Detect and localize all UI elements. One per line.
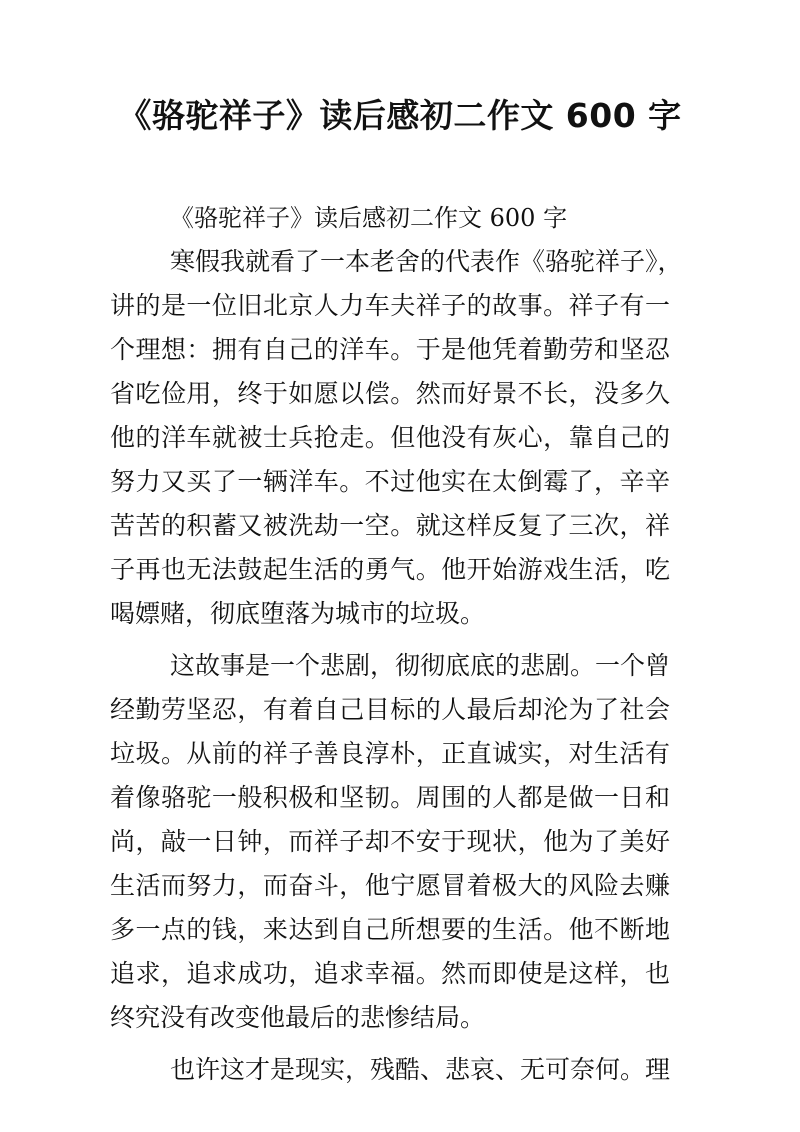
paragraph-line: 生活而努力，而奋斗，他宁愿冒着极大的风险去赚	[110, 871, 670, 900]
paragraph-line: 也许这才是现实，残酷、悲哀、无可奈何。理	[170, 1055, 671, 1084]
paragraph-line: 喝嫖赌，彻底堕落为城市的垃圾。	[110, 599, 486, 628]
paragraph-line: 个理想：拥有自己的洋车。于是他凭着勤劳和坚忍	[110, 335, 670, 364]
paragraph-line: 多一点的钱，来达到自己所想要的生活。他不断地	[110, 915, 670, 944]
paragraph-line: 终究没有改变他最后的悲惨结局。	[110, 1003, 486, 1032]
paragraph-line: 子再也无法鼓起生活的勇气。他开始游戏生活，吃	[110, 555, 670, 584]
paragraph-2	[110, 644, 670, 1040]
paragraph-line: 苦苦的积蓄又被洗劫一空。就这样反复了三次，祥	[110, 511, 670, 540]
document-subtitle: 《骆驼祥子》读后感初二作文 600 字	[170, 204, 568, 232]
paragraph-line: 他的洋车就被士兵抢走。但他没有灰心，靠自己的	[110, 423, 670, 452]
paragraph-3	[110, 1048, 670, 1092]
paragraph-line: 寒假我就看了一本老舍的代表作《骆驼祥子》，	[170, 247, 683, 276]
paragraph-1	[110, 240, 683, 636]
paragraph-line: 这故事是一个悲剧，彻彻底底的悲剧。一个曾	[170, 651, 671, 680]
paragraph-spacer	[110, 636, 670, 644]
document-body	[110, 196, 683, 1092]
paragraph-line: 垃圾。从前的祥子善良淳朴，正直诚实，对生活有	[110, 739, 670, 768]
paragraph-line: 努力又买了一辆洋车。不过他实在太倒霉了，辛辛	[110, 467, 670, 496]
document-title: 《骆驼祥子》读后感初二作文 600 字	[118, 96, 682, 135]
paragraph-line: 追求，追求成功，追求幸福。然而即使是这样，也	[110, 959, 670, 988]
paragraph-line: 讲的是一位旧北京人力车夫祥子的故事。祥子有一	[110, 291, 670, 320]
paragraph-line: 经勤劳坚忍，有着自己目标的人最后却沦为了社会	[110, 695, 670, 724]
paragraph-line: 省吃俭用，终于如愿以偿。然而好景不长，没多久	[110, 379, 670, 408]
paragraph-line: 着像骆驼一般积极和坚韧。周围的人都是做一日和	[110, 783, 670, 812]
paragraph-spacer	[110, 1040, 670, 1048]
paragraph-line: 尚，敲一日钟，而祥子却不安于现状，他为了美好	[110, 827, 670, 856]
